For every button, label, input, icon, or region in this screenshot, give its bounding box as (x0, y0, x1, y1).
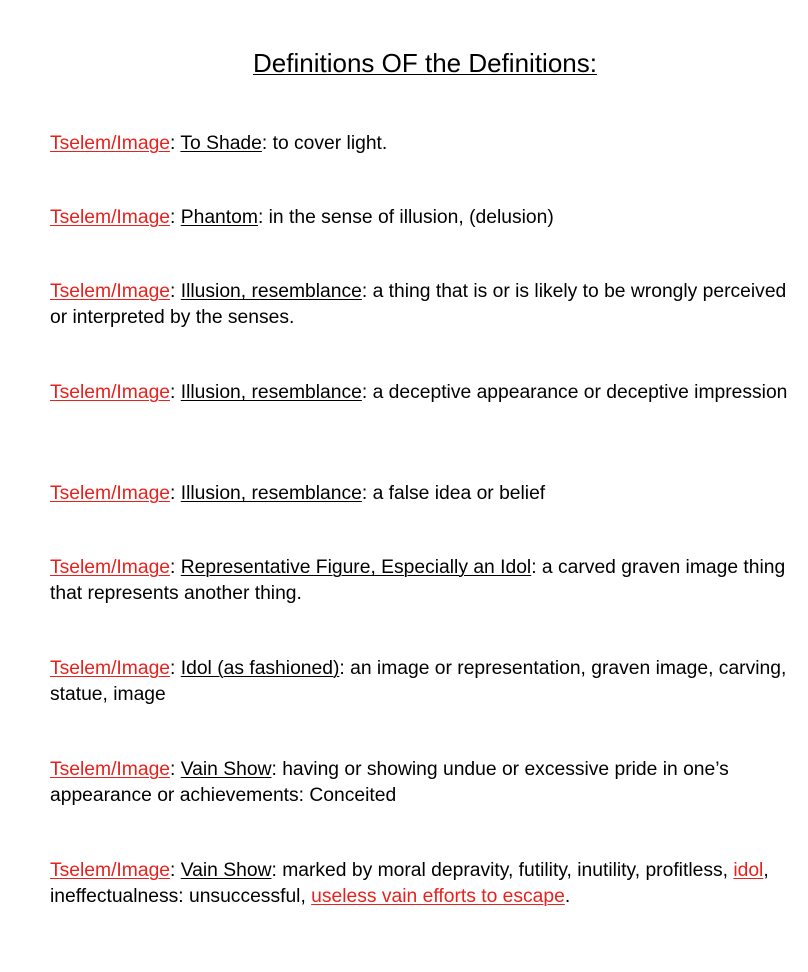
term: Tselem/Image (50, 207, 171, 228)
term: Tselem/Image (50, 483, 171, 504)
term: Tselem/Image (50, 557, 171, 578)
definition-entry: Tselem/Image: Illusion, resemblance: a thing that is or is likely to be wrongly perceived or interpreted by the senses. (50, 281, 787, 328)
term: Tselem/Image (50, 860, 171, 881)
definition-heading: Representative Figure, Especially an Idol (180, 557, 532, 578)
definition-text: : marked by moral depravity, futility, inutility, profitless, (271, 860, 734, 881)
definition-entry: Tselem/Image: Phantom: in the sense of illusion, (delusion) (50, 207, 554, 228)
definition-heading: Vain Show (180, 860, 272, 881)
definition-end: . (564, 886, 571, 907)
definition-entry: Tselem/Image: Vain Show: having or showing undue or excessive pride in one’s appearance or achievements: Conceited (50, 759, 729, 806)
definition-heading: Illusion, resemblance (180, 382, 362, 403)
term: Tselem/Image (50, 382, 171, 403)
definition-heading: Illusion, resemblance (180, 281, 362, 302)
definition-text: , ineffectualness: unsuccessful, (50, 860, 769, 907)
definition-heading: To Shade (180, 133, 262, 154)
definition-entry: Tselem/Image: To Shade: to cover light. (50, 133, 388, 154)
term: Tselem/Image (50, 759, 171, 780)
definition-heading: Idol (as fashioned) (180, 658, 340, 679)
definition-text: : a deceptive appearance or deceptive impression (361, 382, 788, 403)
term: Tselem/Image (50, 281, 171, 302)
definition-text: : having or showing undue or excessive pride in one’s appearance or achievements: Conceited (50, 759, 729, 806)
highlight-idol: idol (733, 860, 764, 881)
definition-heading: Illusion, resemblance (180, 483, 362, 504)
term: Tselem/Image (50, 133, 171, 154)
term: Tselem/Image (50, 658, 171, 679)
definition-heading: Vain Show (180, 759, 272, 780)
definition-entry: Tselem/Image: Illusion, resemblance: a deceptive appearance or deceptive impression (50, 382, 788, 403)
definition-text: : a false idea or belief (361, 483, 546, 504)
definition-entry: Tselem/Image: Vain Show: marked by moral depravity, futility, inutility, profitless, idol, ineffectualness: unsuccessful, useless vain efforts to escape. (50, 860, 769, 907)
definition-text: : in the sense of illusion, (delusion) (257, 207, 554, 228)
definition-heading: Phantom (180, 207, 258, 228)
definition-entry: Tselem/Image: Idol (as fashioned): an image or representation, graven image, carving, statue, image (50, 658, 787, 705)
definition-entry: Tselem/Image: Illusion, resemblance: a false idea or belief (50, 483, 546, 504)
definition-text: : to cover light. (261, 133, 388, 154)
highlight-escape: useless vain efforts to escape (311, 886, 565, 907)
definition-text: : a thing that is or is likely to be wrongly perceived or interpreted by the senses. (50, 281, 787, 328)
definition-text: : a carved graven image thing that represents another thing. (50, 557, 786, 604)
page-title: Definitions OF the Definitions: (253, 48, 597, 78)
definition-entry: Tselem/Image: Representative Figure, Especially an Idol: a carved graven image thing that represents another thing. (50, 557, 786, 604)
definition-text: : an image or representation, graven image, carving, statue, image (50, 658, 787, 705)
